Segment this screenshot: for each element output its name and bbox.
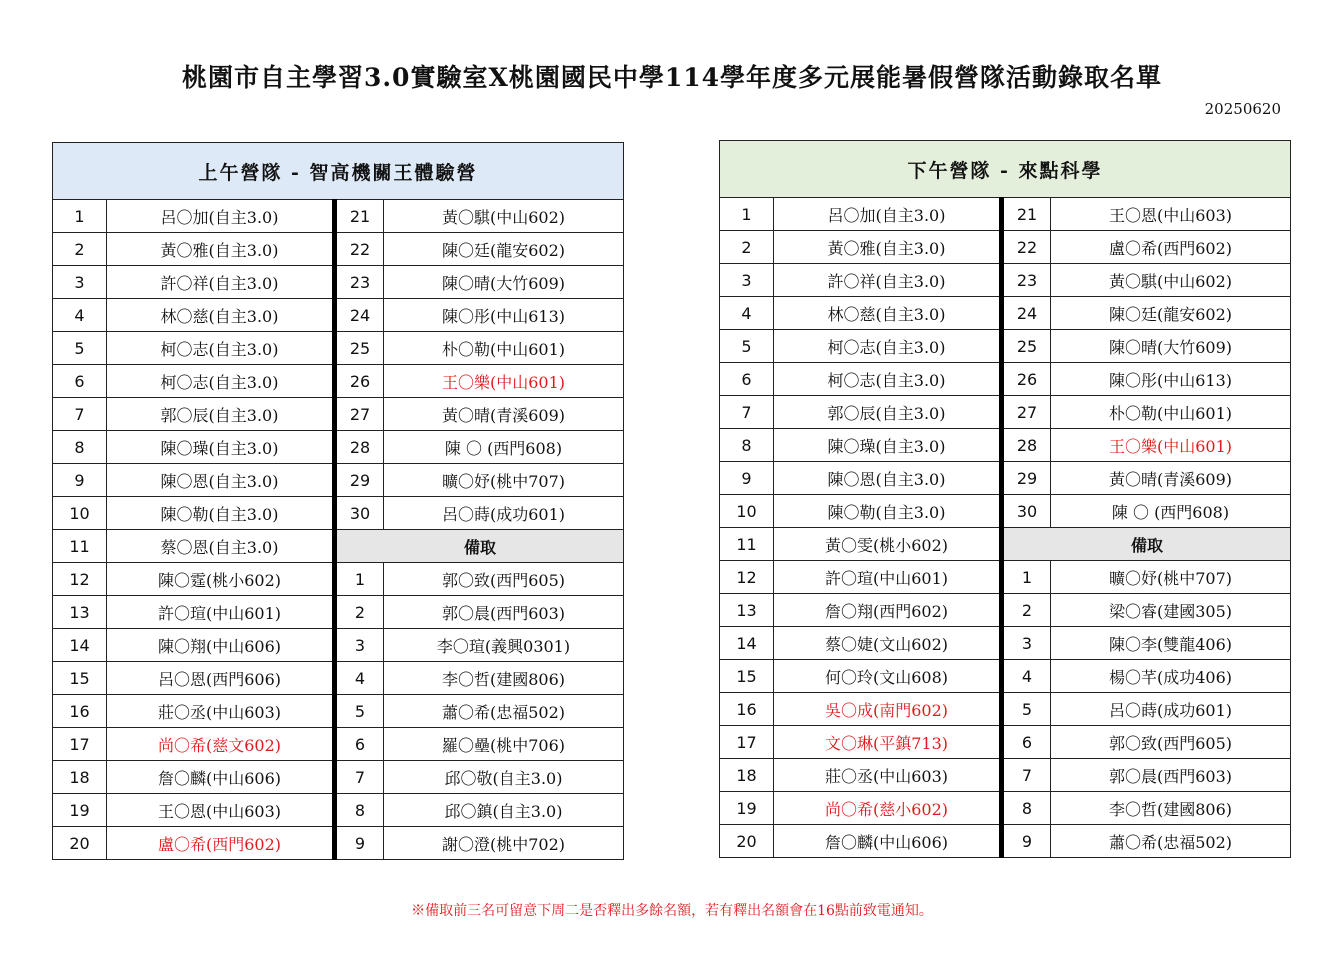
admitted-number: 7 xyxy=(53,398,107,431)
morning-camp-table xyxy=(52,142,624,860)
admitted-name: 詹〇翔(西門602) xyxy=(774,594,1002,627)
table-row xyxy=(53,398,624,431)
table-row xyxy=(720,231,1291,264)
admitted-name: 陳 〇 (西門608) xyxy=(384,431,624,464)
afternoon-camp-header: 下午營隊 - 來點科學 xyxy=(720,141,1291,198)
table-row xyxy=(720,528,1291,561)
admitted-name: 朴〇勒(中山601) xyxy=(384,332,624,365)
table-row xyxy=(720,627,1291,660)
table-row xyxy=(720,462,1291,495)
admitted-number: 20 xyxy=(720,825,774,858)
admitted-number: 15 xyxy=(53,662,107,695)
admitted-number: 3 xyxy=(720,264,774,297)
table-row xyxy=(720,561,1291,594)
waitlist-name: 羅〇壘(桃中706) xyxy=(384,728,624,761)
admitted-number: 26 xyxy=(335,365,384,398)
admitted-name: 陳〇恩(自主3.0) xyxy=(107,464,335,497)
waitlist-name: 梁〇睿(建國305) xyxy=(1051,594,1291,627)
admitted-name: 蔡〇婕(文山602) xyxy=(774,627,1002,660)
table-row xyxy=(720,726,1291,759)
admitted-name: 柯〇志(自主3.0) xyxy=(107,332,335,365)
waitlist-number: 2 xyxy=(1002,594,1051,627)
waitlist-name: 郭〇晨(西門603) xyxy=(384,596,624,629)
waitlist-name: 李〇哲(建國806) xyxy=(384,662,624,695)
admitted-number: 13 xyxy=(720,594,774,627)
admitted-name: 呂〇加(自主3.0) xyxy=(107,200,335,233)
waitlist-number: 9 xyxy=(1002,825,1051,858)
table-row xyxy=(53,464,624,497)
admitted-name: 黃〇騏(中山602) xyxy=(384,200,624,233)
admitted-name: 柯〇志(自主3.0) xyxy=(107,365,335,398)
admitted-name: 許〇瑄(中山601) xyxy=(107,596,335,629)
waitlist-name: 邱〇鎮(自主3.0) xyxy=(384,794,624,827)
admitted-name: 呂〇蒔(成功601) xyxy=(384,497,624,530)
table-row xyxy=(53,299,624,332)
waitlist-name: 曠〇妤(桃中707) xyxy=(1051,561,1291,594)
admitted-number: 3 xyxy=(53,266,107,299)
admitted-name: 呂〇恩(西門606) xyxy=(107,662,335,695)
admitted-name: 呂〇加(自主3.0) xyxy=(774,198,1002,231)
admitted-number: 26 xyxy=(1002,363,1051,396)
admitted-name: 莊〇丞(中山603) xyxy=(774,759,1002,792)
table-row xyxy=(720,825,1291,858)
admitted-name: 黃〇雅(自主3.0) xyxy=(774,231,1002,264)
table-row xyxy=(720,594,1291,627)
waitlist-name: 郭〇晨(西門603) xyxy=(1051,759,1291,792)
admitted-number: 9 xyxy=(53,464,107,497)
admitted-name: 詹〇麟(中山606) xyxy=(107,761,335,794)
table-row xyxy=(53,431,624,464)
admitted-number: 2 xyxy=(53,233,107,266)
admitted-number: 29 xyxy=(1002,462,1051,495)
waitlist-number: 2 xyxy=(335,596,384,629)
document-date: 20250620 xyxy=(1204,100,1281,118)
admitted-name: 郭〇辰(自主3.0) xyxy=(107,398,335,431)
table-row xyxy=(720,429,1291,462)
table-row xyxy=(720,264,1291,297)
waitlist-number: 1 xyxy=(335,563,384,596)
admitted-name: 王〇恩(中山603) xyxy=(107,794,335,827)
admitted-number: 10 xyxy=(720,495,774,528)
table-row xyxy=(720,198,1291,231)
page-title: 桃園市自主學習3.0實驗室X桃園國民中學114學年度多元展能暑假營隊活動錄取名單 xyxy=(181,63,1163,92)
waitlist-number: 6 xyxy=(1002,726,1051,759)
table-row xyxy=(53,728,624,761)
admitted-number: 17 xyxy=(53,728,107,761)
table-row xyxy=(53,332,624,365)
waitlist-number: 7 xyxy=(1002,759,1051,792)
admitted-name: 許〇瑄(中山601) xyxy=(774,561,1002,594)
admitted-number: 15 xyxy=(720,660,774,693)
admitted-number: 19 xyxy=(53,794,107,827)
waitlist-name: 陳〇李(雙龍406) xyxy=(1051,627,1291,660)
table-row xyxy=(53,266,624,299)
admitted-name: 盧〇希(西門602) xyxy=(107,827,335,860)
admitted-name: 陳〇霆(桃小602) xyxy=(107,563,335,596)
admitted-name: 陳〇晴(大竹609) xyxy=(1051,330,1291,363)
admitted-number: 24 xyxy=(335,299,384,332)
admitted-name: 吳〇成(南門602) xyxy=(774,693,1002,726)
admitted-number: 4 xyxy=(720,297,774,330)
admitted-name: 柯〇志(自主3.0) xyxy=(774,330,1002,363)
admitted-name: 文〇琳(平鎮713) xyxy=(774,726,1002,759)
admitted-number: 16 xyxy=(720,693,774,726)
admitted-number: 20 xyxy=(53,827,107,860)
waitlist-number: 8 xyxy=(335,794,384,827)
admitted-number: 1 xyxy=(720,198,774,231)
admitted-name: 黃〇雅(自主3.0) xyxy=(107,233,335,266)
admitted-number: 14 xyxy=(720,627,774,660)
admitted-name: 陳〇翔(中山606) xyxy=(107,629,335,662)
table-row xyxy=(720,495,1291,528)
admitted-number: 29 xyxy=(335,464,384,497)
waitlist-name: 呂〇蒔(成功601) xyxy=(1051,693,1291,726)
waitlist-name: 楊〇芊(成功406) xyxy=(1051,660,1291,693)
admitted-name: 朴〇勒(中山601) xyxy=(1051,396,1291,429)
admitted-number: 11 xyxy=(720,528,774,561)
admitted-name: 許〇祥(自主3.0) xyxy=(107,266,335,299)
waitlist-number: 1 xyxy=(1002,561,1051,594)
admitted-name: 陳 〇 (西門608) xyxy=(1051,495,1291,528)
waitlist-name: 謝〇澄(桃中702) xyxy=(384,827,624,860)
table-row xyxy=(53,761,624,794)
waitlist-number: 7 xyxy=(335,761,384,794)
admitted-name: 陳〇廷(龍安602) xyxy=(384,233,624,266)
table-row xyxy=(53,497,624,530)
admitted-number: 30 xyxy=(1002,495,1051,528)
admitted-name: 柯〇志(自主3.0) xyxy=(774,363,1002,396)
admitted-number: 16 xyxy=(53,695,107,728)
table-row xyxy=(53,563,624,596)
admitted-number: 1 xyxy=(53,200,107,233)
waitlist-number: 5 xyxy=(335,695,384,728)
table-row xyxy=(53,200,624,233)
admitted-name: 林〇慈(自主3.0) xyxy=(107,299,335,332)
waitlist-number: 5 xyxy=(1002,693,1051,726)
admitted-name: 黃〇晴(青溪609) xyxy=(384,398,624,431)
morning-camp-header: 上午營隊 - 智高機關王體驗營 xyxy=(53,143,624,200)
admitted-number: 28 xyxy=(1002,429,1051,462)
admitted-name: 黃〇騏(中山602) xyxy=(1051,264,1291,297)
admitted-name: 陳〇廷(龍安602) xyxy=(1051,297,1291,330)
waitlist-name: 郭〇致(西門605) xyxy=(384,563,624,596)
admitted-number: 12 xyxy=(720,561,774,594)
table-row xyxy=(53,794,624,827)
admitted-number: 10 xyxy=(53,497,107,530)
table-row xyxy=(720,792,1291,825)
admitted-number: 9 xyxy=(720,462,774,495)
admitted-name: 黃〇雯(桃小602) xyxy=(774,528,1002,561)
admitted-number: 17 xyxy=(720,726,774,759)
admitted-number: 21 xyxy=(335,200,384,233)
admitted-name: 陳〇彤(中山613) xyxy=(1051,363,1291,396)
waitlist-name: 邱〇敬(自主3.0) xyxy=(384,761,624,794)
table-row xyxy=(53,233,624,266)
waitlist-number: 4 xyxy=(1002,660,1051,693)
admitted-name: 許〇祥(自主3.0) xyxy=(774,264,1002,297)
waitlist-name: 李〇瑄(義興0301) xyxy=(384,629,624,662)
table-row xyxy=(53,530,624,563)
admitted-name: 陳〇勒(自主3.0) xyxy=(774,495,1002,528)
waitlist-header: 備取 xyxy=(335,530,624,563)
table-row xyxy=(53,695,624,728)
waitlist-name: 蕭〇希(忠福502) xyxy=(384,695,624,728)
admitted-number: 22 xyxy=(1002,231,1051,264)
admitted-number: 18 xyxy=(720,759,774,792)
admitted-number: 5 xyxy=(53,332,107,365)
admitted-name: 郭〇辰(自主3.0) xyxy=(774,396,1002,429)
table-row xyxy=(53,596,624,629)
admitted-number: 6 xyxy=(53,365,107,398)
admitted-number: 30 xyxy=(335,497,384,530)
admitted-number: 11 xyxy=(53,530,107,563)
admitted-name: 陳〇璪(自主3.0) xyxy=(774,429,1002,462)
table-row xyxy=(53,629,624,662)
admitted-number: 27 xyxy=(1002,396,1051,429)
waitlist-name: 郭〇致(西門605) xyxy=(1051,726,1291,759)
waitlist-number: 3 xyxy=(335,629,384,662)
table-row xyxy=(720,297,1291,330)
admitted-name: 陳〇勒(自主3.0) xyxy=(107,497,335,530)
waitlist-number: 6 xyxy=(335,728,384,761)
admitted-number: 6 xyxy=(720,363,774,396)
waitlist-number: 8 xyxy=(1002,792,1051,825)
admitted-number: 4 xyxy=(53,299,107,332)
admitted-number: 7 xyxy=(720,396,774,429)
admitted-number: 19 xyxy=(720,792,774,825)
admitted-name: 盧〇希(西門602) xyxy=(1051,231,1291,264)
admitted-name: 莊〇丞(中山603) xyxy=(107,695,335,728)
table-row xyxy=(720,363,1291,396)
waitlist-number: 4 xyxy=(335,662,384,695)
table-row xyxy=(720,396,1291,429)
waitlist-footnote: ※備取前三名可留意下周二是否釋出多餘名額，若有釋出名額會在16點前致電通知。 xyxy=(411,903,933,919)
admitted-number: 23 xyxy=(335,266,384,299)
admitted-number: 13 xyxy=(53,596,107,629)
admitted-number: 22 xyxy=(335,233,384,266)
table-row xyxy=(720,693,1291,726)
admitted-number: 2 xyxy=(720,231,774,264)
admitted-name: 何〇玲(文山608) xyxy=(774,660,1002,693)
table-row xyxy=(53,365,624,398)
waitlist-number: 3 xyxy=(1002,627,1051,660)
admitted-number: 28 xyxy=(335,431,384,464)
admitted-name: 尚〇希(慈小602) xyxy=(774,792,1002,825)
admitted-name: 曠〇妤(桃中707) xyxy=(384,464,624,497)
waitlist-name: 李〇哲(建國806) xyxy=(1051,792,1291,825)
admitted-number: 27 xyxy=(335,398,384,431)
admitted-number: 23 xyxy=(1002,264,1051,297)
admitted-name: 王〇樂(中山601) xyxy=(384,365,624,398)
admitted-name: 陳〇璪(自主3.0) xyxy=(107,431,335,464)
table-row xyxy=(720,660,1291,693)
admitted-name: 陳〇恩(自主3.0) xyxy=(774,462,1002,495)
admitted-name: 蔡〇恩(自主3.0) xyxy=(107,530,335,563)
admitted-name: 王〇恩(中山603) xyxy=(1051,198,1291,231)
waitlist-name: 蕭〇希(忠福502) xyxy=(1051,825,1291,858)
admitted-number: 8 xyxy=(53,431,107,464)
table-row xyxy=(53,662,624,695)
admitted-number: 25 xyxy=(1002,330,1051,363)
admitted-name: 黃〇晴(青溪609) xyxy=(1051,462,1291,495)
admitted-number: 14 xyxy=(53,629,107,662)
admitted-name: 林〇慈(自主3.0) xyxy=(774,297,1002,330)
admitted-number: 12 xyxy=(53,563,107,596)
admitted-number: 21 xyxy=(1002,198,1051,231)
waitlist-number: 9 xyxy=(335,827,384,860)
admitted-name: 尚〇希(慈文602) xyxy=(107,728,335,761)
admitted-number: 25 xyxy=(335,332,384,365)
waitlist-header: 備取 xyxy=(1002,528,1291,561)
admitted-name: 陳〇晴(大竹609) xyxy=(384,266,624,299)
admitted-number: 18 xyxy=(53,761,107,794)
admitted-name: 王〇樂(中山601) xyxy=(1051,429,1291,462)
table-row xyxy=(720,330,1291,363)
admitted-name: 詹〇麟(中山606) xyxy=(774,825,1002,858)
table-row xyxy=(720,759,1291,792)
table-row xyxy=(53,827,624,860)
admitted-number: 8 xyxy=(720,429,774,462)
admitted-number: 24 xyxy=(1002,297,1051,330)
admitted-name: 陳〇彤(中山613) xyxy=(384,299,624,332)
admitted-number: 5 xyxy=(720,330,774,363)
afternoon-camp-table xyxy=(719,140,1291,858)
